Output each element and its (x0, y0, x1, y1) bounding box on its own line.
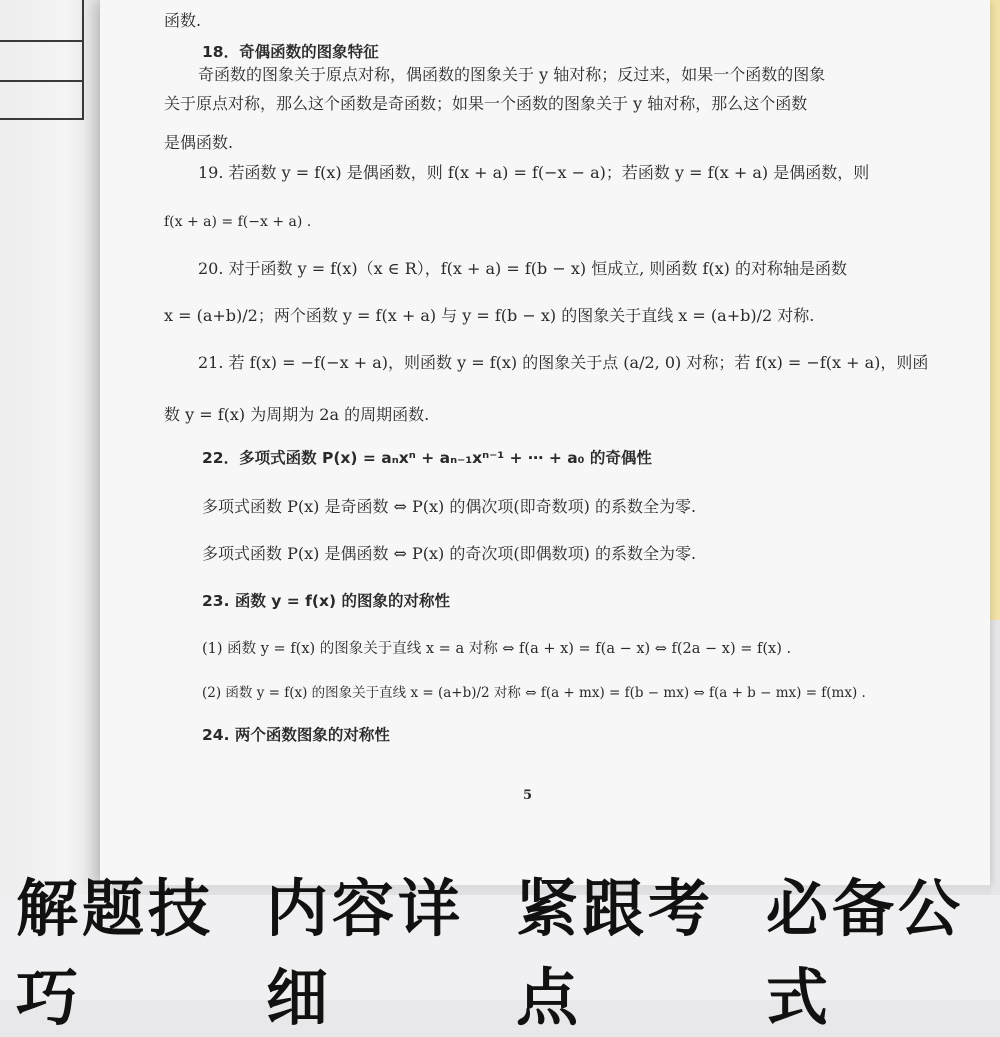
page-number: 5 (523, 788, 533, 803)
book-page (100, 0, 990, 885)
text-line: 多项式函数 P(x) 是偶函数 ⇔ P(x) 的奇次项(即偶数项) 的系数全为零. (202, 544, 697, 563)
banner-phrase: 解题技巧 (16, 871, 215, 1034)
banner-phrase: 必备公式 (766, 871, 965, 1034)
promo-banner (0, 871, 1000, 1034)
banner-phrase: 紧跟考点 (516, 871, 715, 1034)
table-rule (0, 80, 82, 82)
text-line: 奇函数的图象关于原点对称，偶函数的图象关于 y 轴对称；反过来，如果一个函数的图象 (198, 65, 826, 84)
table-rule (0, 40, 82, 42)
text-line: 数 y = f(x) 为周期为 2a 的周期函数. (164, 405, 430, 424)
text-line: 多项式函数 P(x) 是奇函数 ⇔ P(x) 的偶次项(即奇数项) 的系数全为零. (202, 497, 697, 516)
left-table-fragment (0, 0, 84, 120)
section-heading-22: 22．多项式函数 P(x) = aₙxⁿ + aₙ₋₁xⁿ⁻¹ + ⋯ + a₀ 的奇偶性 (202, 449, 652, 467)
item-20: 20. 对于函数 y = f(x)（x ∈ R），f(x + a) = f(b − x) 恒成立, 则函数 f(x) 的对称轴是函数 (198, 259, 847, 278)
formula-line: f(x + a) = f(−x + a) . (164, 214, 312, 230)
section-heading-24: 24. 两个函数图象的对称性 (202, 726, 390, 744)
item-21: 21. 若 f(x) = −f(−x + a)，则函数 y = f(x) 的图象关于点 (a/2, 0) 对称；若 f(x) = −f(x + a)，则函 (198, 353, 929, 372)
banner-text (0, 871, 1000, 1034)
text-line: (1) 函数 y = f(x) 的图象关于直线 x = a 对称 ⇔ f(a + x) = f(a − x) ⇔ f(2a − x) = f(x) . (202, 641, 792, 657)
section-heading-18: 18．奇偶函数的图象特征 (202, 43, 379, 61)
text-line: 关于原点对称，那么这个函数是奇函数；如果一个函数的图象关于 y 轴对称，那么这个函数 (164, 94, 808, 113)
banner-phrase: 内容详细 (266, 871, 465, 1034)
text-line: x = (a+b)/2；两个函数 y = f(x + a) 与 y = f(b − x) 的图象关于直线 x = (a+b)/2 对称. (164, 306, 815, 325)
section-heading-23: 23. 函数 y = f(x) 的图象的对称性 (202, 592, 450, 610)
text-line: 函数. (164, 11, 202, 30)
page-content (100, 0, 990, 885)
text-line: (2) 函数 y = f(x) 的图象关于直线 x = (a+b)/2 对称 ⇔ f(a + mx) = f(b − mx) ⇔ f(a + b − mx) = f(mx) . (202, 685, 866, 701)
item-19: 19. 若函数 y = f(x) 是偶函数，则 f(x + a) = f(−x − a)；若函数 y = f(x + a) 是偶函数，则 (198, 163, 870, 182)
text-line: 是偶函数. (164, 133, 234, 152)
